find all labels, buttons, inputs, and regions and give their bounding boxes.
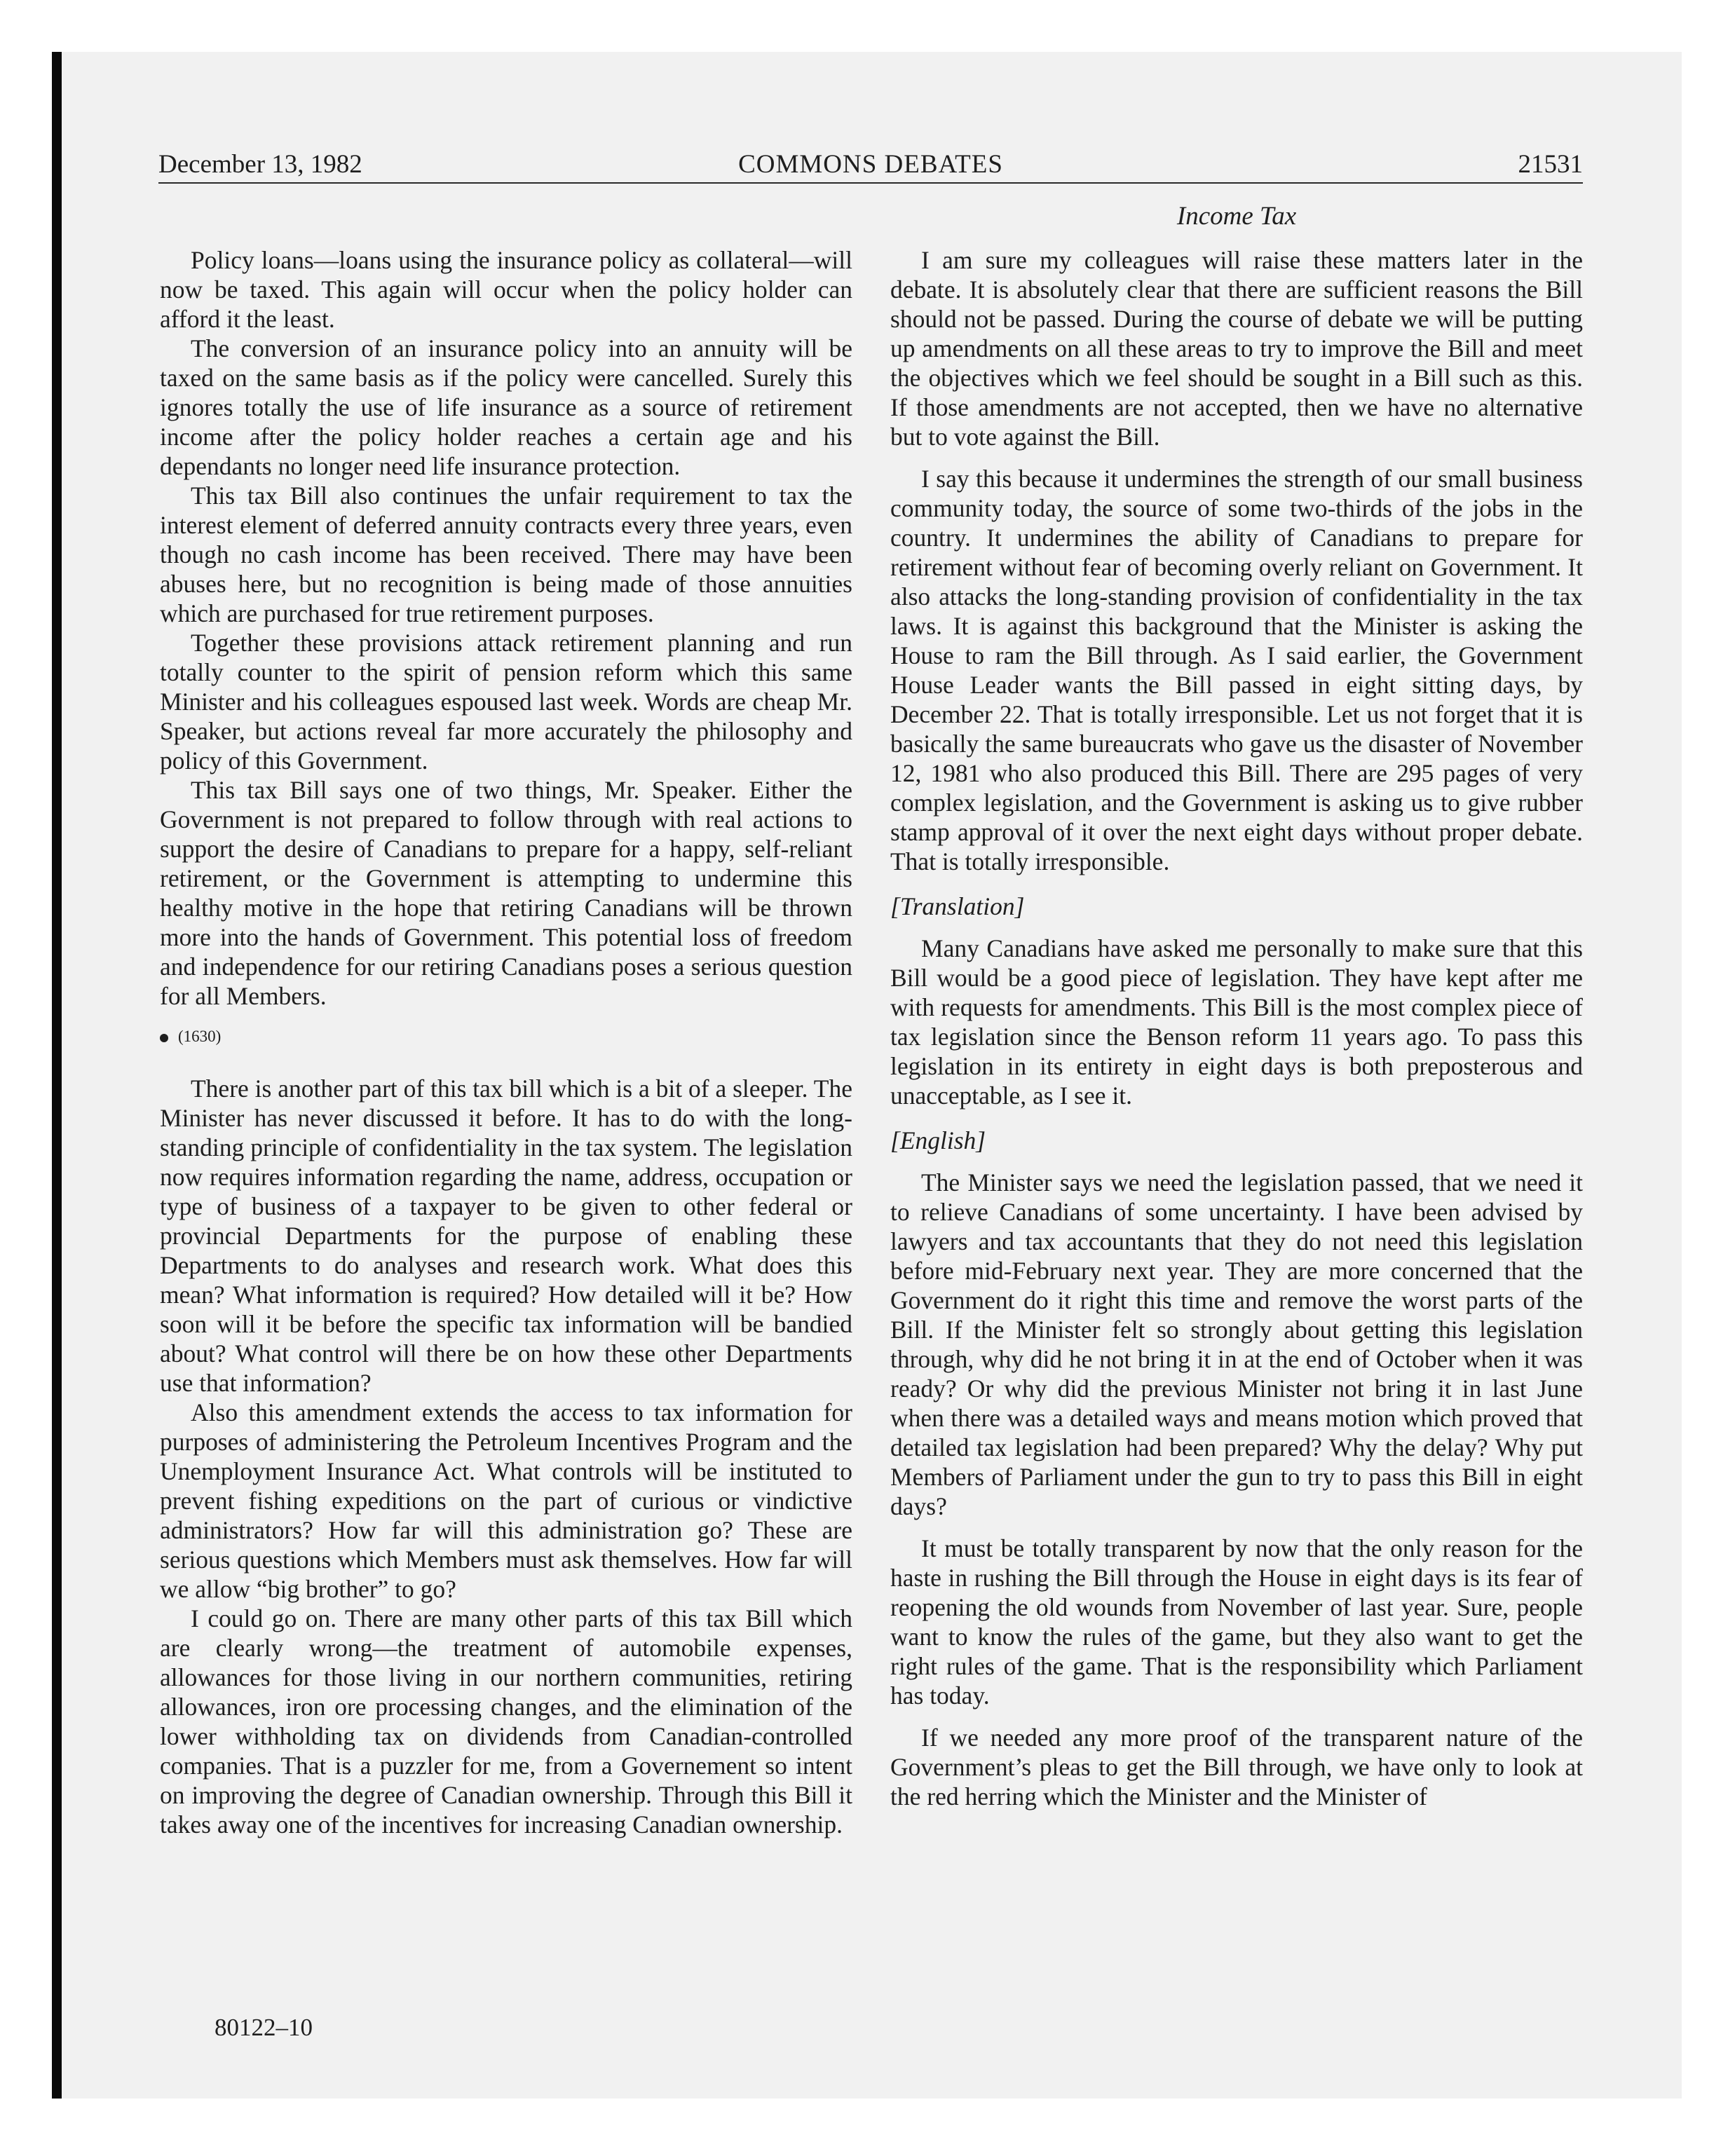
subject-heading: Income Tax [1176, 202, 1297, 231]
paragraph: I could go on. There are many other parts of this tax Bill which are clearly wrong—the treatment of automobile expenses, allowances for those living in our northern communities, retiring allowances, iron ore processing changes, and the elimination of the lower withholding tax on dividends from Canadian-controlled companies. That is a puzzler for me, from a Governement so intent on improving the degree of Canadian ownership. Through this Bill it takes away one of the incentives for increasing Canadian ownership. [160, 1604, 852, 1838]
right-column [890, 245, 1583, 1811]
paragraph: I say this because it undermines the strength of our small business community today, the source of some two-thirds of the jobs in the country. It undermines the ability of Canadians to prepare for retirement without fear of becoming overly reliant on Government. It also attacks the long-standing provision of confidentiality in the tax laws. It is against this background that the Minister is asking the House to ram the Bill through. As I said earlier, the Government House Leader wants the Bill passed in eight sitting days, by December 22. That is totally irresponsible. Let us not forget that it is basically the same bureaucrats who gave us the disaster of November 12, 1981 who also produced this Bill. There are 295 pages of very complex legislation, and the Government is asking us to give rubber stamp approval of it over the next eight days without proper debate. That is totally irresponsible. [890, 465, 1583, 875]
running-head [158, 147, 1583, 184]
translation-tag: [Translation] [890, 892, 1025, 920]
time-marker-text: (1630) [178, 1028, 222, 1045]
paragraph: Policy loans—loans using the insurance policy as collateral—will now be taxed. This again will occur when the policy holder can afford it the least. [160, 246, 852, 333]
left-column [160, 245, 852, 1839]
bullet-icon [160, 1034, 168, 1042]
header-page-number: 21531 [1518, 150, 1583, 179]
paragraph: It must be totally transparent by now that the only reason for the haste in rushing the Bill through the House in eight days is its fear of reopening the old wounds from November of last year. Sure, people want to know the rules of the game, but they also want to get the right rules of the game. That is the responsibility which Parliament has today. [890, 1534, 1583, 1710]
paragraph: This tax Bill says one of two things, Mr. Speaker. Either the Government is not prepared to follow through with real actions to support the desire of Canadians to prepare for a happy, self-reliant retirement, or the Government is attempting to undermine this healthy motive in the hope that retiring Canadians will be thrown more into the hands of Government. This potential loss of freedom and independence for our retiring Canadians poses a serious question for all Members. [160, 776, 852, 1010]
header-date: December 13, 1982 [158, 150, 362, 179]
paragraph: The Minister says we need the legislation passed, that we need it to relieve Canadians of some uncertainty. I have been advised by lawyers and tax accountants that they do not need this legislation before mid-February next year. They are more concerned that the Government do it right this time and remove the worst parts of the Bill. If the Minister felt so strongly about getting this legislation through, why did he not bring it in at the end of October when it was ready? Or why did the previous Minister not bring it in last June when there was a detailed ways and means motion which proved that detailed tax legislation had been prepared? Why the delay? Why put Members of Parliament under the gun to try to pass this Bill in eight days? [890, 1168, 1583, 1520]
binding-edge [52, 52, 62, 2099]
english-tag: [English] [890, 1126, 986, 1154]
paragraph: The conversion of an insurance policy into an annuity will be taxed on the same basis as if the policy were cancelled. Surely this ignores totally the use of life insurance as a source of retirement income after the policy holder reaches a certain age and his dependants no longer need life insurance protection. [160, 334, 852, 480]
paragraph: I am sure my colleagues will raise these matters later in the debate. It is absolutely clear that there are sufficient reasons the Bill should not be passed. During the course of debate we will be putting up amendments on all these areas to try to improve the Bill and meet the objectives which we feel should be sought in a Bill such as this. If those amendments are not accepted, then we have no alternative but to vote against the Bill. [890, 246, 1583, 451]
paragraph: This tax Bill also continues the unfair requirement to tax the interest element of deferred annuity contracts every three years, even though no cash income has been received. There may have been abuses here, but no recognition is being made of those annuities which are purchased for true retirement purposes. [160, 482, 852, 627]
time-marker [160, 1026, 852, 1047]
paragraph: There is another part of this tax bill which is a bit of a sleeper. The Minister has never discussed it before. It has to do with the long-standing principle of confidentiality in the tax system. The legislation now requires information regarding the name, address, occupation or type of business of a taxpayer to be given to other federal or provincial Departments for the purpose of enabling these Departments to do analyses and research work. What does this mean? What information is required? How detailed will it be? How soon will it be before the specific tax information will be bandied about? What control will there be on how these other Departments use that information? [160, 1074, 852, 1397]
header-journal-title: COMMONS DEBATES [738, 150, 1003, 179]
paragraph: Together these provisions attack retirement planning and run totally counter to the spirit of pension reform which this same Minister and his colleagues espoused last week. Words are cheap Mr. Speaker, but actions reveal far more accurately the philosophy and policy of this Government. [160, 629, 852, 775]
paragraph: Also this amendment extends the access to tax information for purposes of administering the Petroleum Incentives Program and the Unemployment Insurance Act. What controls will be instituted to prevent fishing expeditions on the part of curious or vindictive administrators? How far will this administration go? These are serious questions which Members must ask themselves. How far will we allow “big brother” to go? [160, 1398, 852, 1603]
paragraph: If we needed any more proof of the transparent nature of the Government’s pleas to get the Bill through, we have only to look at the red herring which the Minister and the Minister of [890, 1724, 1583, 1810]
paragraph: Many Canadians have asked me personally to make sure that this Bill would be a good piece of legislation. They have kept after me with requests for amendments. This Bill is the most complex piece of tax legislation since the Benson reform 11 years ago. To pass this legislation in its entirety in eight days is both preposterous and unacceptable, as I see it. [890, 934, 1583, 1110]
footer-print-code: 80122–10 [215, 2014, 313, 2041]
